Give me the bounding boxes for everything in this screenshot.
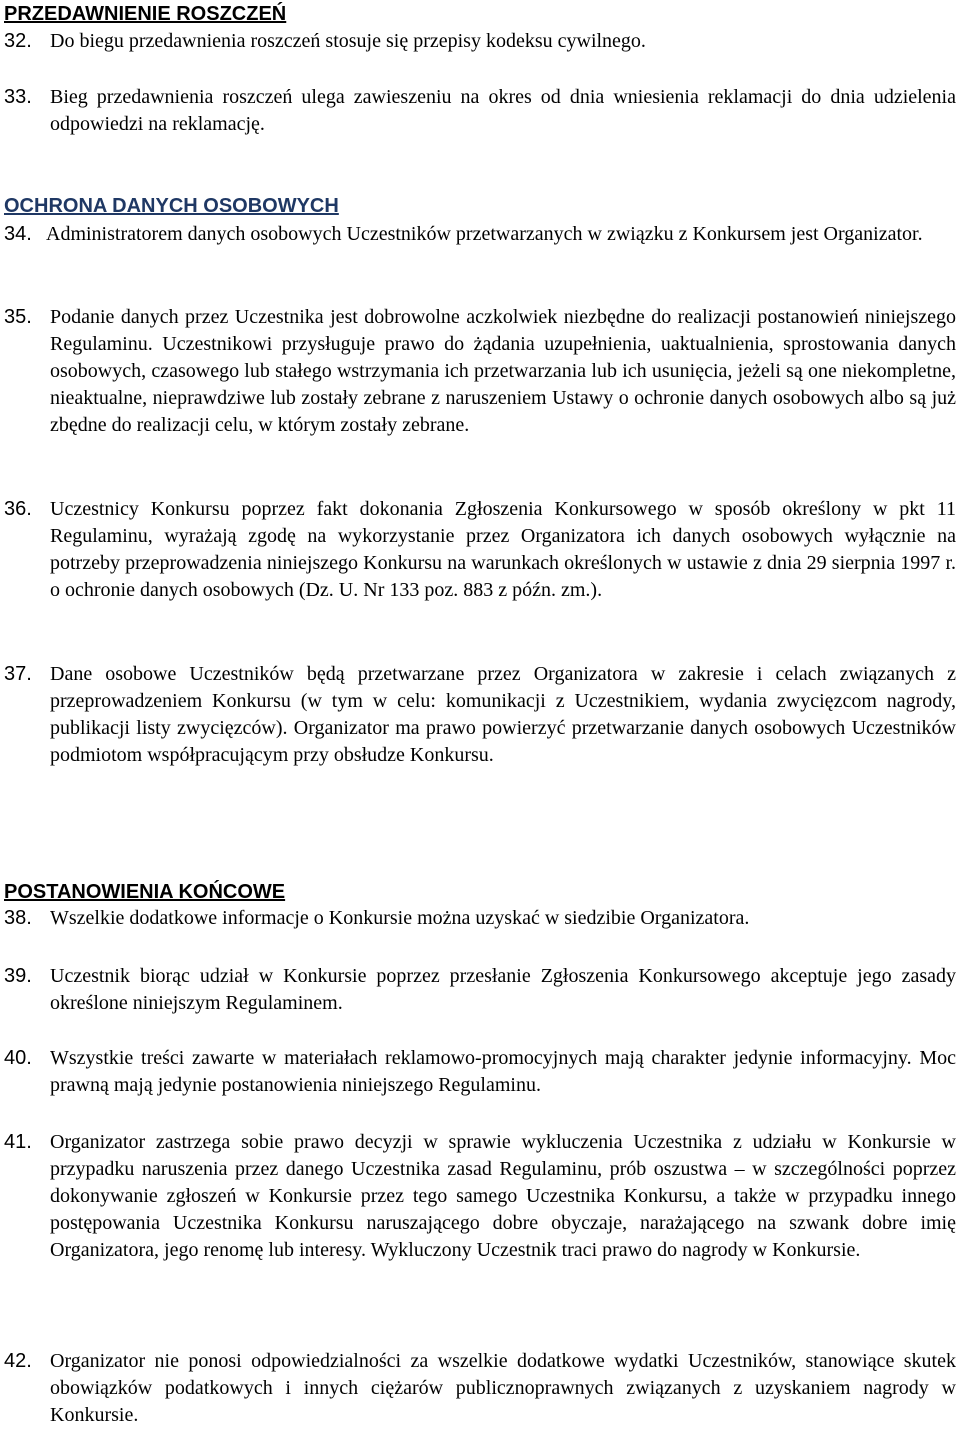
list-item-38	[4, 905, 956, 932]
item-text: Uczestnicy Konkursu poprzez fakt dokonania Zgłoszenia Konkursowego w sposób określony w pkt 11 Regulaminu, wyrażają zgodę na wykorzystanie przez Organizatora ich danych osobowych wyłącznie na potrzeby przeprowadzenia niniejszego Konkursu na warunkach określonych w ustawie z dnia 29 sierpnia 1997 r. o ochronie danych osobowych (Dz. U. Nr 133 poz. 883 z późn. zm.).	[50, 498, 956, 601]
item-number: 36.	[4, 498, 32, 520]
item-number: 41.	[4, 1131, 32, 1153]
item-number: 38.	[4, 907, 32, 929]
item-text: Do biegu przedawnienia roszczeń stosuje się przepisy kodeksu cywilnego.	[50, 30, 646, 52]
list-item-36	[4, 496, 956, 604]
item-number: 42.	[4, 1350, 32, 1372]
section-heading-postanowienia: POSTANOWIENIA KOŃCOWE	[4, 881, 286, 903]
list-item-32	[4, 28, 956, 55]
section-heading-ochrona-danych: OCHRONA DANYCH OSOBOWYCH	[4, 195, 339, 217]
item-text: Dane osobowe Uczestników będą przetwarzane przez Organizatora w zakresie i celach związanych z przeprowadzeniem Konkursu (w tym w celu: komunikacji z Uczestnikiem, wydania zwycięzcom nagrody, publikacji listy zwycięzców). Organizator ma prawo powierzyć przetwarzanie danych osobowych Uczestników podmiotom współpracującym przy obsłudze Konkursu.	[50, 663, 956, 766]
list-item-40	[4, 1045, 956, 1099]
list-item-34	[4, 221, 956, 248]
item-number: 40.	[4, 1047, 32, 1069]
item-number: 34.	[4, 223, 32, 245]
item-number: 37.	[4, 663, 32, 685]
item-text: Wszelkie dodatkowe informacje o Konkursie można uzyskać w siedzibie Organizatora.	[50, 907, 750, 929]
list-item-35	[4, 304, 956, 439]
list-item-33	[4, 84, 956, 138]
section-heading-przedawnienie: PRZEDAWNIENIE ROSZCZEŃ	[4, 3, 287, 25]
item-text: Organizator nie ponosi odpowiedzialności za wszelkie dodatkowe wydatki Uczestników, stanowiące skutek obowiązków podatkowych i innych ciężarów publicznoprawnych związanych z uzyskaniem nagrody w Konkursie.	[50, 1350, 956, 1426]
item-number: 35.	[4, 306, 32, 328]
item-text: Bieg przedawnienia roszczeń ulega zawieszeniu na okres od dnia wniesienia reklamacji do dnia udzielenia odpowiedzi na reklamację.	[50, 86, 956, 135]
item-text: Administratorem danych osobowych Uczestników przetwarzanych w związku z Konkursem jest Organizator.	[46, 223, 923, 245]
item-text: Organizator zastrzega sobie prawo decyzji w sprawie wykluczenia Uczestnika z udziału w Konkursie w przypadku naruszenia przez danego Uczestnika zasad Regulaminu, prób oszustwa – w szczególności poprzez dokonywanie zgłoszeń w Konkursie przez tego samego Uczestnika Konkursu, a także w przypadku innego postępowania Uczestnika Konkursu naruszającego dobre obyczaje, narażającego na szwank dobre imię Organizatora, jego renomę lub interesy. Wykluczony Uczestnik traci prawo do nagrody w Konkursie.	[50, 1131, 956, 1261]
item-text: Podanie danych przez Uczestnika jest dobrowolne aczkolwiek niezbędne do realizacji postanowień niniejszego Regulaminu. Uczestnikowi przysługuje prawo do żądania uzupełnienia, uaktualnienia, sprostowania danych osobowych, czasowego lub stałego wstrzymania ich przetwarzania lub ich usunięcia, jeżeli są one niekompletne, nieaktualne, nieprawdziwe lub zostały zebrane z naruszeniem Ustawy o ochronie danych osobowych albo są już zbędne do realizacji celu, w którym zostały zebrane.	[50, 306, 956, 436]
list-item-39	[4, 963, 956, 1017]
item-number: 32.	[4, 30, 32, 52]
item-number: 39.	[4, 965, 32, 987]
list-item-37	[4, 661, 956, 769]
list-item-42	[4, 1348, 956, 1429]
item-text: Uczestnik biorąc udział w Konkursie poprzez przesłanie Zgłoszenia Konkursowego akceptuje jego zasady określone niniejszym Regulaminem.	[50, 965, 956, 1014]
item-text: Wszystkie treści zawarte w materiałach reklamowo-promocyjnych mają charakter jedynie informacyjny. Moc prawną mają jedynie postanowienia niniejszego Regulaminu.	[50, 1047, 956, 1096]
item-number: 33.	[4, 86, 32, 108]
list-item-41	[4, 1129, 956, 1264]
